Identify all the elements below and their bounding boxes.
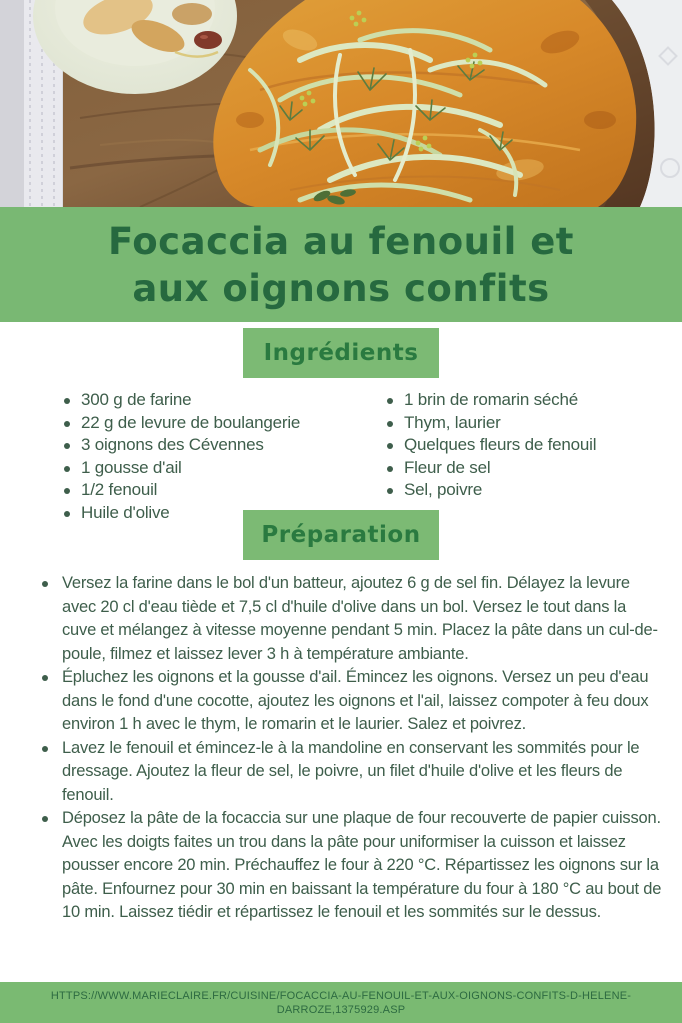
recipe-title-line2: aux oignons confits [132,266,550,310]
ingredient-item: Thym, laurier [385,412,662,435]
chicken-piece [172,3,212,25]
ingredients-list-right [385,389,662,524]
source-url: HTTPS://WWW.MARIECLAIRE.FR/CUISINE/FOCACCIA-AU-FENOUIL-ET-AUX-OIGNONS-CONFITS-D-HELENE-DARROZE,1375929.ASP [50,989,632,1016]
ingredients-section [0,378,682,524]
ingredient-item: 1 brin de romarin séché [385,389,662,412]
ingredient-item: Huile d'olive [62,502,385,525]
ingredient-item: 1/2 fenouil [62,479,385,502]
preparation-heading: Préparation [243,510,439,560]
ingredient-item: Quelques fleurs de fenouil [385,434,662,457]
preparation-step: Versez la farine dans le bol d'un batteur, ajoutez 6 g de sel fin. Délayez la levure avec 20 cl d'eau tiède et 7,5 cl d'huile d'olive dans un bol. Versez le tout dans la cuve et mélangez à vitesse moyenne pendant 5 min. Placez la pâte dans un cul-de-poule, filmez et laissez lever 3 h à température ambiante. [40,572,662,666]
preparation-step: Lavez le fenouil et émincez-le à la mandoline en conservant les sommités pour le dressage. Ajoutez la fleur de sel, le poivre, un filet d'huile d'olive et les fleurs de fenouil. [40,737,662,808]
ingredients-list-left [62,389,385,524]
ingredient-item: 1 gousse d'ail [62,457,385,480]
ingredient-item: Sel, poivre [385,479,662,502]
preparation-step: Épluchez les oignons et la gousse d'ail. Émincez les oignons. Versez un peu d'eau dans le fond d'une cocotte, ajoutez les oignons et l'ail, laissez compoter à feu doux environ 1 h avec le thym, le romarin et le laurier. Salez et poivrez. [40,666,662,737]
recipe-photo [0,0,682,207]
ingredient-item: 22 g de levure de boulangerie [62,412,385,435]
preparation-step: Déposez la pâte de la focaccia sur une plaque de four recouverte de papier cuisson. Avec les doigts faites un trou dans la pâte pour uniformiser la cuisson et laissez pousser encore 20 min. Préchauffez le four à 220 °C. Répartissez les oignons sur la pâte. Enfournez pour 30 min en baissant la température du four à 180 °C au bout de 10 min. Laissez tiédir et répartissez le fenouil et les sommités sur le dessus. [40,807,662,925]
footer-bar [0,982,682,1023]
ingredients-heading: Ingrédients [243,328,439,378]
ingredient-item: 3 oignons des Cévennes [62,434,385,457]
preparation-steps [0,560,682,925]
ingredient-item: Fleur de sel [385,457,662,480]
title-banner [0,207,682,322]
recipe-title-line1: Focaccia au fenouil et [107,219,574,263]
date-fruit [194,31,222,49]
ingredient-item: 300 g de farine [62,389,385,412]
